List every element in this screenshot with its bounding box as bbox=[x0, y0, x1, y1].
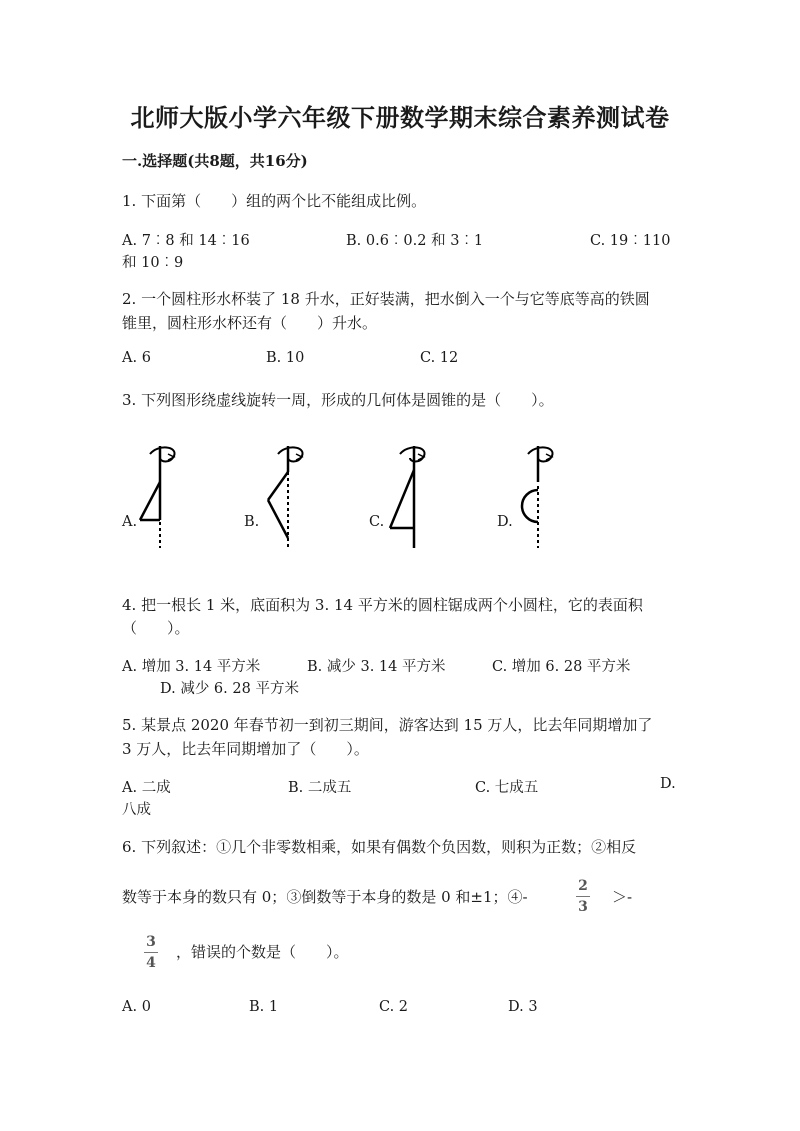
section-heading: 一.选择题(共8题，共16分) bbox=[122, 152, 308, 170]
option-c-continued: 和 10︰9 bbox=[122, 255, 184, 271]
option-a[interactable]: A. 增加 3. 14 平方米 bbox=[122, 659, 261, 675]
option-d[interactable]: D. bbox=[497, 514, 513, 530]
option-a[interactable]: A. 7︰8 和 14︰16 bbox=[122, 233, 250, 249]
option-d[interactable]: D. bbox=[660, 776, 676, 792]
option-b[interactable]: B. 10 bbox=[266, 350, 305, 366]
question-stem: 1. 下面第（ ）组的两个比不能组成比例。 bbox=[122, 192, 427, 210]
question-stem-line-2: 数等于本身的数只有 0；③倒数等于本身的数是 0 和±1；④- bbox=[122, 888, 528, 906]
fraction-numerator: 2 bbox=[578, 878, 588, 894]
option-c[interactable]: C. 2 bbox=[379, 999, 409, 1015]
option-a[interactable]: A. 0 bbox=[122, 999, 151, 1015]
question-stem-line-1: 6. 下列叙述：①几个非零数相乘，如果有偶数个负因数，则积为正数；②相反 bbox=[122, 838, 637, 856]
question-stem-line-2: （ ）。 bbox=[122, 619, 190, 637]
question-stem-line-3: ，错误的个数是（ ）。 bbox=[176, 943, 349, 961]
option-b[interactable]: B. 减少 3. 14 平方米 bbox=[307, 659, 446, 675]
option-d[interactable]: D. 减少 6. 28 平方米 bbox=[160, 681, 299, 697]
page-title: 北师大版小学六年级下册数学期末综合素养测试卷 bbox=[130, 103, 670, 132]
question-stem-line-1: 5. 某景点 2020 年春节初一到初三期间，游客达到 15 万人，比去年同期增加了 bbox=[122, 716, 653, 734]
option-c[interactable]: C. 增加 6. 28 平方米 bbox=[492, 659, 631, 675]
question-stem-line-1: 2. 一个圆柱形水杯装了 18 升水，正好装满，把水倒入一个与它等底等高的铁圆 bbox=[122, 290, 650, 308]
figure-a-trapezoid bbox=[138, 440, 188, 550]
figure-d-semicircle bbox=[512, 440, 562, 550]
option-b[interactable]: B. 0.6︰0.2 和 3︰1 bbox=[346, 233, 484, 249]
question-stem-line-2: 3 万人，比去年同期增加了（ ）。 bbox=[122, 740, 369, 758]
fraction-two-thirds bbox=[576, 878, 590, 915]
option-d[interactable]: D. 3 bbox=[508, 999, 538, 1015]
question-stem-line-1: 4. 把一根长 1 米，底面积为 3. 14 平方米的圆柱锯成两个小圆柱，它的表面积 bbox=[122, 596, 643, 614]
fraction-denominator: 4 bbox=[146, 955, 156, 971]
option-a[interactable]: A. 二成 bbox=[122, 780, 171, 796]
question-stem: 3. 下列图形绕虚线旋转一周，形成的几何体是圆锥的是（ ）。 bbox=[122, 391, 554, 409]
figure-b-triangle bbox=[262, 440, 312, 550]
option-b[interactable]: B. 1 bbox=[249, 999, 279, 1015]
option-c[interactable]: C. bbox=[369, 514, 385, 530]
option-b[interactable]: B. 二成五 bbox=[288, 780, 352, 796]
fraction-denominator: 3 bbox=[578, 899, 588, 915]
fraction-bar bbox=[576, 896, 590, 897]
option-b[interactable]: B. bbox=[244, 514, 260, 530]
fraction-three-quarters bbox=[144, 934, 158, 971]
option-c[interactable]: C. 七成五 bbox=[475, 780, 539, 796]
option-c[interactable]: C. 12 bbox=[420, 350, 459, 366]
fraction-numerator: 3 bbox=[146, 934, 156, 950]
fraction-bar bbox=[144, 952, 158, 953]
question-stem-line-2: 锥里，圆柱形水杯还有（ ）升水。 bbox=[122, 314, 378, 332]
option-a[interactable]: A. 6 bbox=[122, 350, 151, 366]
option-d-continued: 八成 bbox=[122, 802, 151, 818]
option-c[interactable]: C. 19︰110 bbox=[590, 233, 671, 249]
figure-c-right-triangle bbox=[384, 440, 434, 550]
greater-than-sign: ＞- bbox=[612, 888, 633, 906]
option-a[interactable]: A. bbox=[122, 514, 138, 530]
